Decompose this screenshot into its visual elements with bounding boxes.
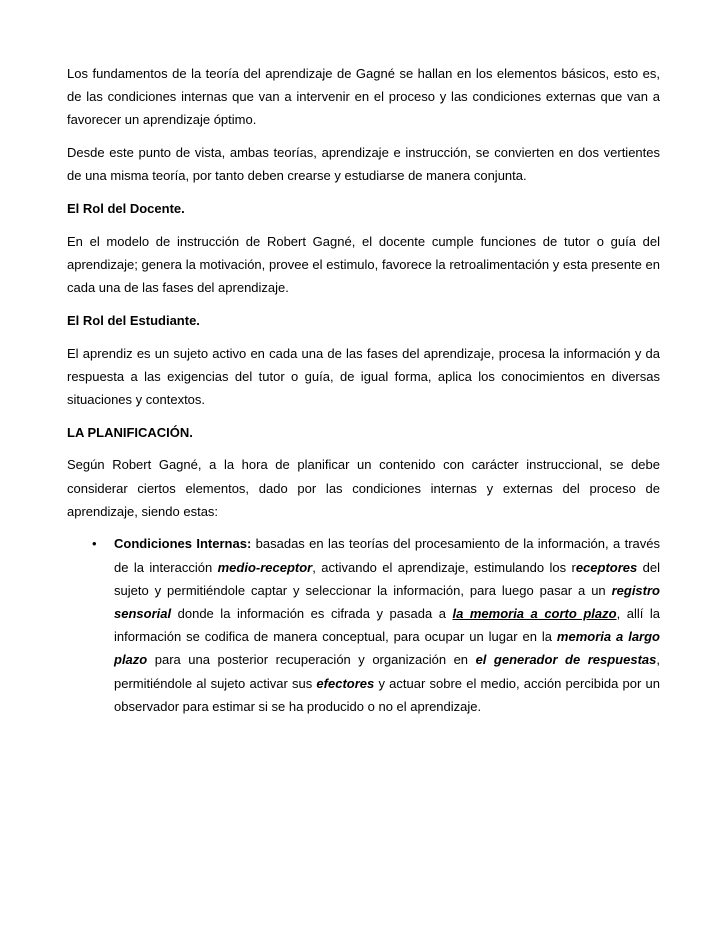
emphasis-receptores: eceptores [575, 559, 638, 575]
paragraph-vertientes: Desde este punto de vista, ambas teorías, aprendizaje e instrucción, se convierten en dos vertientes de una misma teoría, por tanto deben crearse y estudiarse de manera conjunta. [67, 145, 660, 184]
emphasis-registro-sensorial: registro sensorial [114, 582, 660, 622]
bullet-text-1: basadas en las teorías del procesamiento de la información, a través de la interacción [114, 536, 660, 575]
bullet-text-2: , activando el aprendizaje, estimulando los r [312, 559, 576, 575]
heading-rol-estudiante: El Rol del Estudiante. [67, 312, 200, 328]
list-item-condiciones-internas [67, 532, 660, 718]
paragraph-fundamentos: Los fundamentos de la teoría del aprendizaje de Gagné se hallan en los elementos básicos, esto es, de las condiciones internas que van a intervenir en el proceso y las condiciones externas que van a favorecer un aprendizaje óptimo. [67, 66, 660, 128]
bullet-icon: • [92, 536, 97, 552]
emphasis-medio-receptor: medio-receptor [217, 559, 313, 575]
emphasis-generador-respuestas: el generador de respuestas [475, 652, 657, 668]
paragraph-estudiante: El aprendiz es un sujeto activo en cada una de las fases del aprendizaje, procesa la información y da respuesta a las exigencias del tutor o guía, de igual forma, aplica los conocimientos en diversas situaciones y contextos. [67, 345, 660, 407]
bullet-text-5: , allí la información se codifica de manera conceptual, para ocupar un lugar en la [114, 606, 660, 645]
heading-rol-docente: El Rol del Docente. [67, 201, 185, 217]
heading-planificacion: LA PLANIFICACIÓN. [67, 424, 193, 440]
bullet-text-3: del sujeto y permitiéndole captar y seleccionar la información, para luego pasar a un [114, 559, 660, 598]
bullet-label: Condiciones Internas: [114, 536, 252, 552]
bullet-text-6: para una posterior recuperación y organización en [147, 652, 476, 668]
bullet-list [67, 532, 660, 718]
paragraph-docente: En el modelo de instrucción de Robert Gagné, el docente cumple funciones de tutor o guía del aprendizaje; genera la motivación, provee el estimulo, favorece la retroalimentación y esta presente en cada una de las fases del aprendizaje. [67, 233, 660, 296]
document-page [67, 62, 660, 718]
emphasis-memoria-corto-plazo: la memoria a corto plazo [452, 606, 617, 622]
bullet-text-7: , permitiéndole al sujeto activar sus [114, 652, 660, 691]
emphasis-efectores: efectores [316, 675, 375, 691]
paragraph-planificacion: Según Robert Gagné, a la hora de planificar un contenido con carácter instruccional, se debe considerar ciertos elementos, dado por las condiciones internas y externas del proceso de aprendizaje, siendo estas: [67, 457, 660, 519]
emphasis-memoria-largo-plazo: memoria a largo plazo [114, 629, 660, 668]
bullet-text-8: y actuar sobre el medio, acción percibida por un observador para estimar si se ha producido o no el aprendizaje. [114, 675, 660, 714]
bullet-text-4: donde la información es cifrada y pasada a [171, 606, 453, 622]
